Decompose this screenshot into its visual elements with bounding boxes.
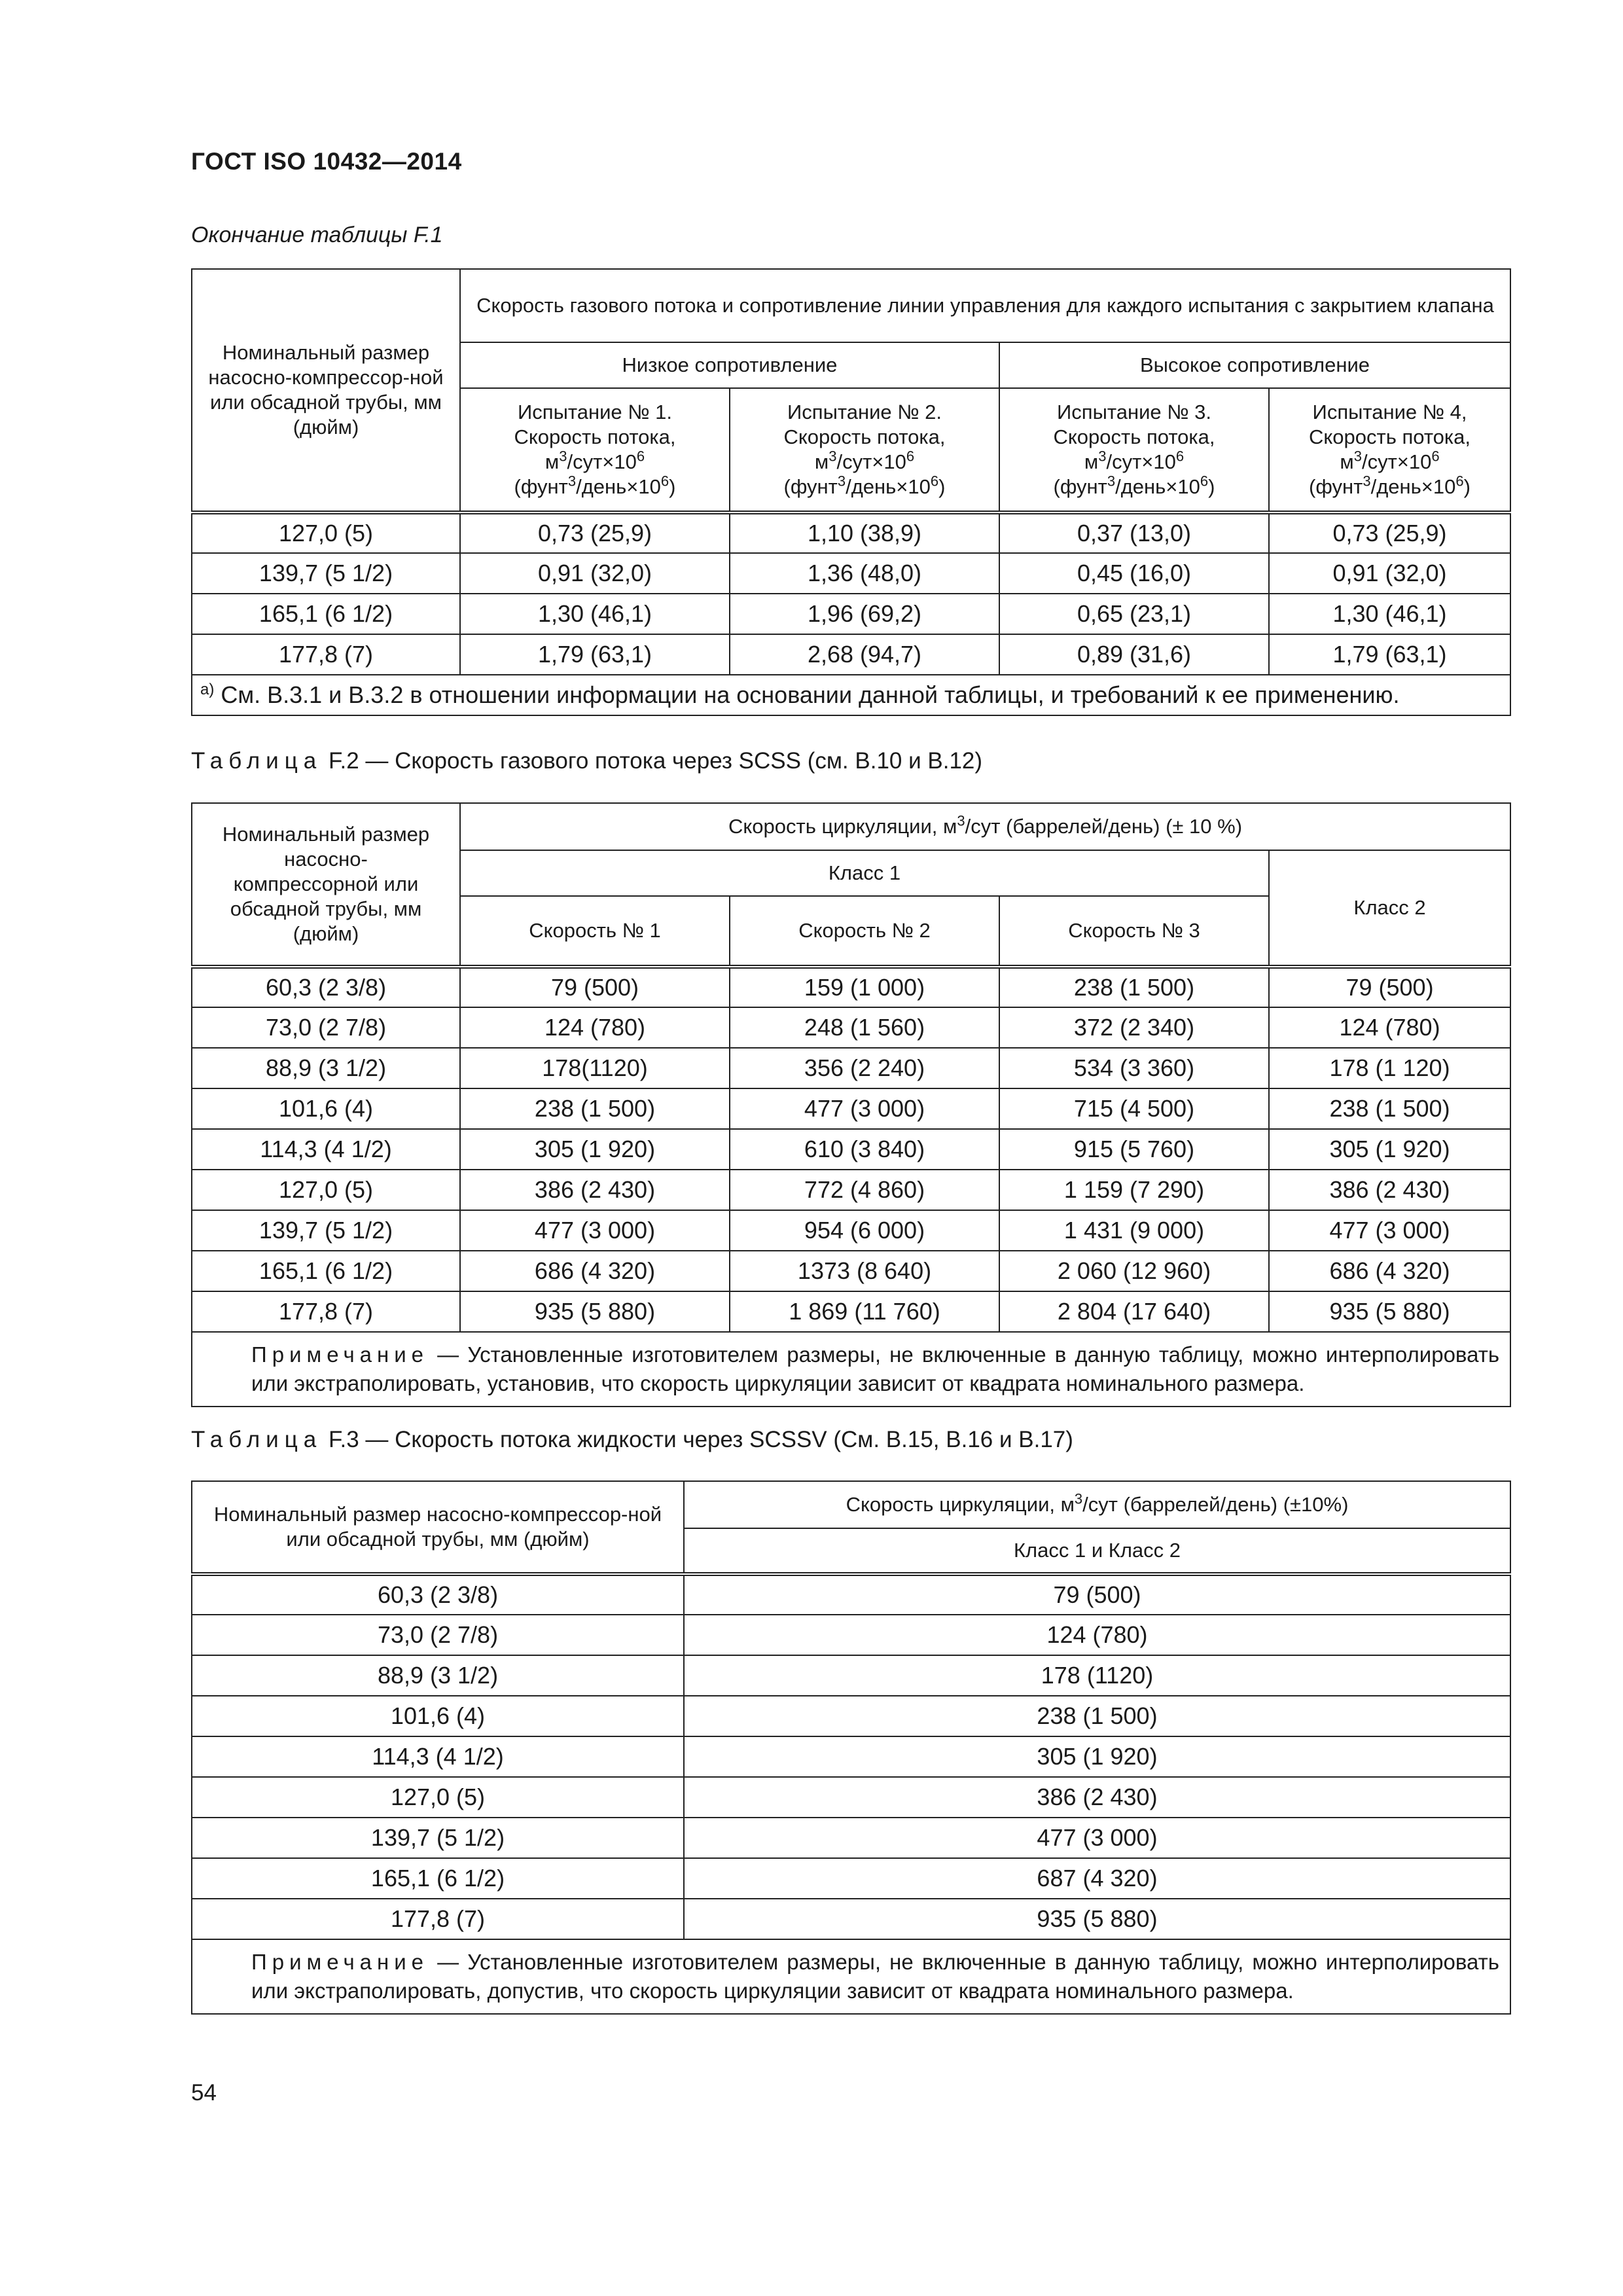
value-cell: 915 (5 760) xyxy=(999,1129,1269,1170)
document-title: ГОСТ ISO 10432—2014 xyxy=(191,148,462,175)
size-cell: 139,7 (5 1/2) xyxy=(192,553,460,594)
value-cell: 477 (3 000) xyxy=(684,1818,1510,1858)
value-cell: 1373 (8 640) xyxy=(730,1251,999,1291)
table-f2 xyxy=(191,802,1511,1407)
value-cell: 935 (5 880) xyxy=(460,1291,730,1332)
value-cell: 0,73 (25,9) xyxy=(460,512,730,553)
table-row xyxy=(192,1574,1510,1615)
value-cell: 0,45 (16,0) xyxy=(999,553,1269,594)
table-row xyxy=(192,1858,1510,1899)
table-row xyxy=(192,594,1510,634)
table-row xyxy=(192,1777,1510,1818)
table-row xyxy=(192,1007,1510,1048)
f1-high-resistance-header: Высокое сопротивление xyxy=(999,342,1510,388)
page-number: 54 xyxy=(191,2080,217,2106)
size-cell: 139,7 (5 1/2) xyxy=(192,1818,684,1858)
f2-speed-1-header: Скорость № 1 xyxy=(460,896,730,967)
table-row xyxy=(192,1899,1510,1939)
value-cell: 386 (2 430) xyxy=(460,1170,730,1210)
f3-rate-header: Скорость циркуляции, $м^3$/сут (баррелей/день) (±10%) xyxy=(684,1481,1510,1528)
f3-class-header: Класс 1 и Класс 2 xyxy=(684,1528,1510,1574)
table-row xyxy=(192,553,1510,594)
size-cell: 127,0 (5) xyxy=(192,1777,684,1818)
value-cell: 1,96 (69,2) xyxy=(730,594,999,634)
f2-speed-2-header: Скорость № 2 xyxy=(730,896,999,967)
f1-group-header: Скорость газового потока и сопротивление линии управления для каждого испытания с закрытием клапана xyxy=(460,269,1510,342)
value-cell: 79 (500) xyxy=(460,967,730,1007)
size-cell: 165,1 (6 1/2) xyxy=(192,1858,684,1899)
f1-footnote: $^{а)}$ См. В.3.1 и В.3.2 в отношении информации на основании данной таблицы, и требований к ее применению. xyxy=(192,675,1510,715)
note-row xyxy=(192,1939,1510,2014)
table-row xyxy=(192,967,1510,1007)
value-cell: 305 (1 920) xyxy=(460,1129,730,1170)
f1-test-3-header: Испытание № 3. Скорость потока, $м^3/сут\times 10^6$ $(фунт^3/день\times 10^6)$ xyxy=(999,388,1269,512)
size-cell: 114,3 (4 1/2) xyxy=(192,1736,684,1777)
size-cell: 88,9 (3 1/2) xyxy=(192,1655,684,1696)
value-cell: 477 (3 000) xyxy=(730,1088,999,1129)
value-cell: 178 (1120) xyxy=(684,1655,1510,1696)
f1-size-header: Номинальный размер насосно-компрессор-ной или обсадной трубы, мм (дюйм) xyxy=(192,269,460,512)
table-f1 xyxy=(191,268,1511,716)
value-cell: 2 804 (17 640) xyxy=(999,1291,1269,1332)
table-row xyxy=(192,1129,1510,1170)
table-row xyxy=(192,1655,1510,1696)
value-cell: 0,73 (25,9) xyxy=(1269,512,1510,553)
value-cell: 1,30 (46,1) xyxy=(460,594,730,634)
value-cell: 1 159 (7 290) xyxy=(999,1170,1269,1210)
value-cell: 238 (1 500) xyxy=(1269,1088,1510,1129)
table-row xyxy=(192,1170,1510,1210)
size-cell: 165,1 (6 1/2) xyxy=(192,1251,460,1291)
size-cell: 101,6 (4) xyxy=(192,1088,460,1129)
value-cell: 386 (2 430) xyxy=(1269,1170,1510,1210)
value-cell: 1,36 (48,0) xyxy=(730,553,999,594)
table-row xyxy=(192,1736,1510,1777)
value-cell: 477 (3 000) xyxy=(1269,1210,1510,1251)
table-row xyxy=(192,1088,1510,1129)
footnote-row xyxy=(192,675,1510,715)
f1-low-resistance-header: Низкое сопротивление xyxy=(460,342,999,388)
f1-test-2-header: Испытание № 2. Скорость потока, $м^3/сут\times 10^6$ $(фунт^3/день\times 10^6)$ xyxy=(730,388,999,512)
value-cell: 772 (4 860) xyxy=(730,1170,999,1210)
size-cell: 177,8 (7) xyxy=(192,1899,684,1939)
value-cell: 372 (2 340) xyxy=(999,1007,1269,1048)
value-cell: 79 (500) xyxy=(1269,967,1510,1007)
value-cell: 610 (3 840) xyxy=(730,1129,999,1170)
value-cell: 0,91 (32,0) xyxy=(1269,553,1510,594)
size-cell: 177,8 (7) xyxy=(192,1291,460,1332)
table-f3 xyxy=(191,1480,1511,2015)
size-cell: 139,7 (5 1/2) xyxy=(192,1210,460,1251)
f2-speed-3-header: Скорость № 3 xyxy=(999,896,1269,967)
table-row xyxy=(192,634,1510,675)
value-cell: 1 431 (9 000) xyxy=(999,1210,1269,1251)
value-cell: 935 (5 880) xyxy=(1269,1291,1510,1332)
table-row xyxy=(192,1291,1510,1332)
value-cell: 124 (780) xyxy=(1269,1007,1510,1048)
value-cell: 178 (1 120) xyxy=(1269,1048,1510,1088)
table-row xyxy=(192,1615,1510,1655)
value-cell: 386 (2 430) xyxy=(684,1777,1510,1818)
f2-size-header: Номинальный размер насосно-компрессорной или обсадной трубы, мм (дюйм) xyxy=(192,803,460,967)
value-cell: 124 (780) xyxy=(460,1007,730,1048)
value-cell: 0,89 (31,6) xyxy=(999,634,1269,675)
value-cell: 477 (3 000) xyxy=(460,1210,730,1251)
value-cell: 1,30 (46,1) xyxy=(1269,594,1510,634)
value-cell: 178(1120) xyxy=(460,1048,730,1088)
size-cell: 88,9 (3 1/2) xyxy=(192,1048,460,1088)
table-row xyxy=(192,1251,1510,1291)
table-row xyxy=(192,1048,1510,1088)
value-cell: 305 (1 920) xyxy=(684,1736,1510,1777)
value-cell: 0,91 (32,0) xyxy=(460,553,730,594)
value-cell: 686 (4 320) xyxy=(460,1251,730,1291)
value-cell: 356 (2 240) xyxy=(730,1048,999,1088)
size-cell: 165,1 (6 1/2) xyxy=(192,594,460,634)
f3-note: Примечание — Установленные изготовителем размеры, не включенные в данную таблицу, можно интерполировать или экстраполировать, допустив, что скорость циркуляции зависит от квадрата номинального размера. xyxy=(192,1939,1510,2014)
f3-caption: Таблица F.3 — Скорость потока жидкости через SCSSV (См. В.15, В.16 и В.17) xyxy=(191,1427,1073,1452)
value-cell: 159 (1 000) xyxy=(730,967,999,1007)
table-row xyxy=(192,1818,1510,1858)
size-cell: 127,0 (5) xyxy=(192,1170,460,1210)
value-cell: 124 (780) xyxy=(684,1615,1510,1655)
value-cell: 534 (3 360) xyxy=(999,1048,1269,1088)
size-cell: 177,8 (7) xyxy=(192,634,460,675)
value-cell: 687 (4 320) xyxy=(684,1858,1510,1899)
table-row xyxy=(192,512,1510,553)
value-cell: 715 (4 500) xyxy=(999,1088,1269,1129)
value-cell: 935 (5 880) xyxy=(684,1899,1510,1939)
value-cell: 238 (1 500) xyxy=(460,1088,730,1129)
f2-note: Примечание — Установленные изготовителем размеры, не включенные в данную таблицу, можно интерполировать или экстраполировать, установив, что скорость циркуляции зависит от квадрата номинального размера. xyxy=(192,1332,1510,1407)
value-cell: 238 (1 500) xyxy=(999,967,1269,1007)
f2-class1-header: Класс 1 xyxy=(460,850,1269,896)
value-cell: 1,10 (38,9) xyxy=(730,512,999,553)
size-cell: 73,0 (2 7/8) xyxy=(192,1007,460,1048)
f2-rate-header: Скорость циркуляции, $м^3$/сут (баррелей/день) (± 10 %) xyxy=(460,803,1510,850)
size-cell: 127,0 (5) xyxy=(192,512,460,553)
f2-class2-header: Класс 2 xyxy=(1269,850,1510,967)
value-cell: 1 869 (11 760) xyxy=(730,1291,999,1332)
size-cell: 60,3 (2 3/8) xyxy=(192,967,460,1007)
value-cell: 0,37 (13,0) xyxy=(999,512,1269,553)
value-cell: 1,79 (63,1) xyxy=(1269,634,1510,675)
value-cell: 2 060 (12 960) xyxy=(999,1251,1269,1291)
value-cell: 1,79 (63,1) xyxy=(460,634,730,675)
f1-test-4-header: Испытание № 4, Скорость потока, $м^3/сут\times 10^6$ $(фунт^3/день\times 10^6)$ xyxy=(1269,388,1510,512)
table-row xyxy=(192,1696,1510,1736)
size-cell: 101,6 (4) xyxy=(192,1696,684,1736)
value-cell: 248 (1 560) xyxy=(730,1007,999,1048)
size-cell: 73,0 (2 7/8) xyxy=(192,1615,684,1655)
value-cell: 686 (4 320) xyxy=(1269,1251,1510,1291)
value-cell: 79 (500) xyxy=(684,1574,1510,1615)
f1-test-1-header: Испытание № 1. Скорость потока, $м^3/сут\times 10^6$ $(фунт^3/день\times 10^6)$ xyxy=(460,388,730,512)
table-row xyxy=(192,1210,1510,1251)
value-cell: 238 (1 500) xyxy=(684,1696,1510,1736)
f3-size-header: Номинальный размер насосно-компрессор-ной или обсадной трубы, мм (дюйм) xyxy=(192,1481,684,1574)
size-cell: 114,3 (4 1/2) xyxy=(192,1129,460,1170)
value-cell: 305 (1 920) xyxy=(1269,1129,1510,1170)
note-row xyxy=(192,1332,1510,1407)
continuation-caption: Окончание таблицы F.1 xyxy=(191,223,443,247)
value-cell: 954 (6 000) xyxy=(730,1210,999,1251)
f2-caption: Таблица F.2 — Скорость газового потока через SCSS (см. В.10 и В.12) xyxy=(191,748,983,774)
value-cell: 2,68 (94,7) xyxy=(730,634,999,675)
value-cell: 0,65 (23,1) xyxy=(999,594,1269,634)
size-cell: 60,3 (2 3/8) xyxy=(192,1574,684,1615)
